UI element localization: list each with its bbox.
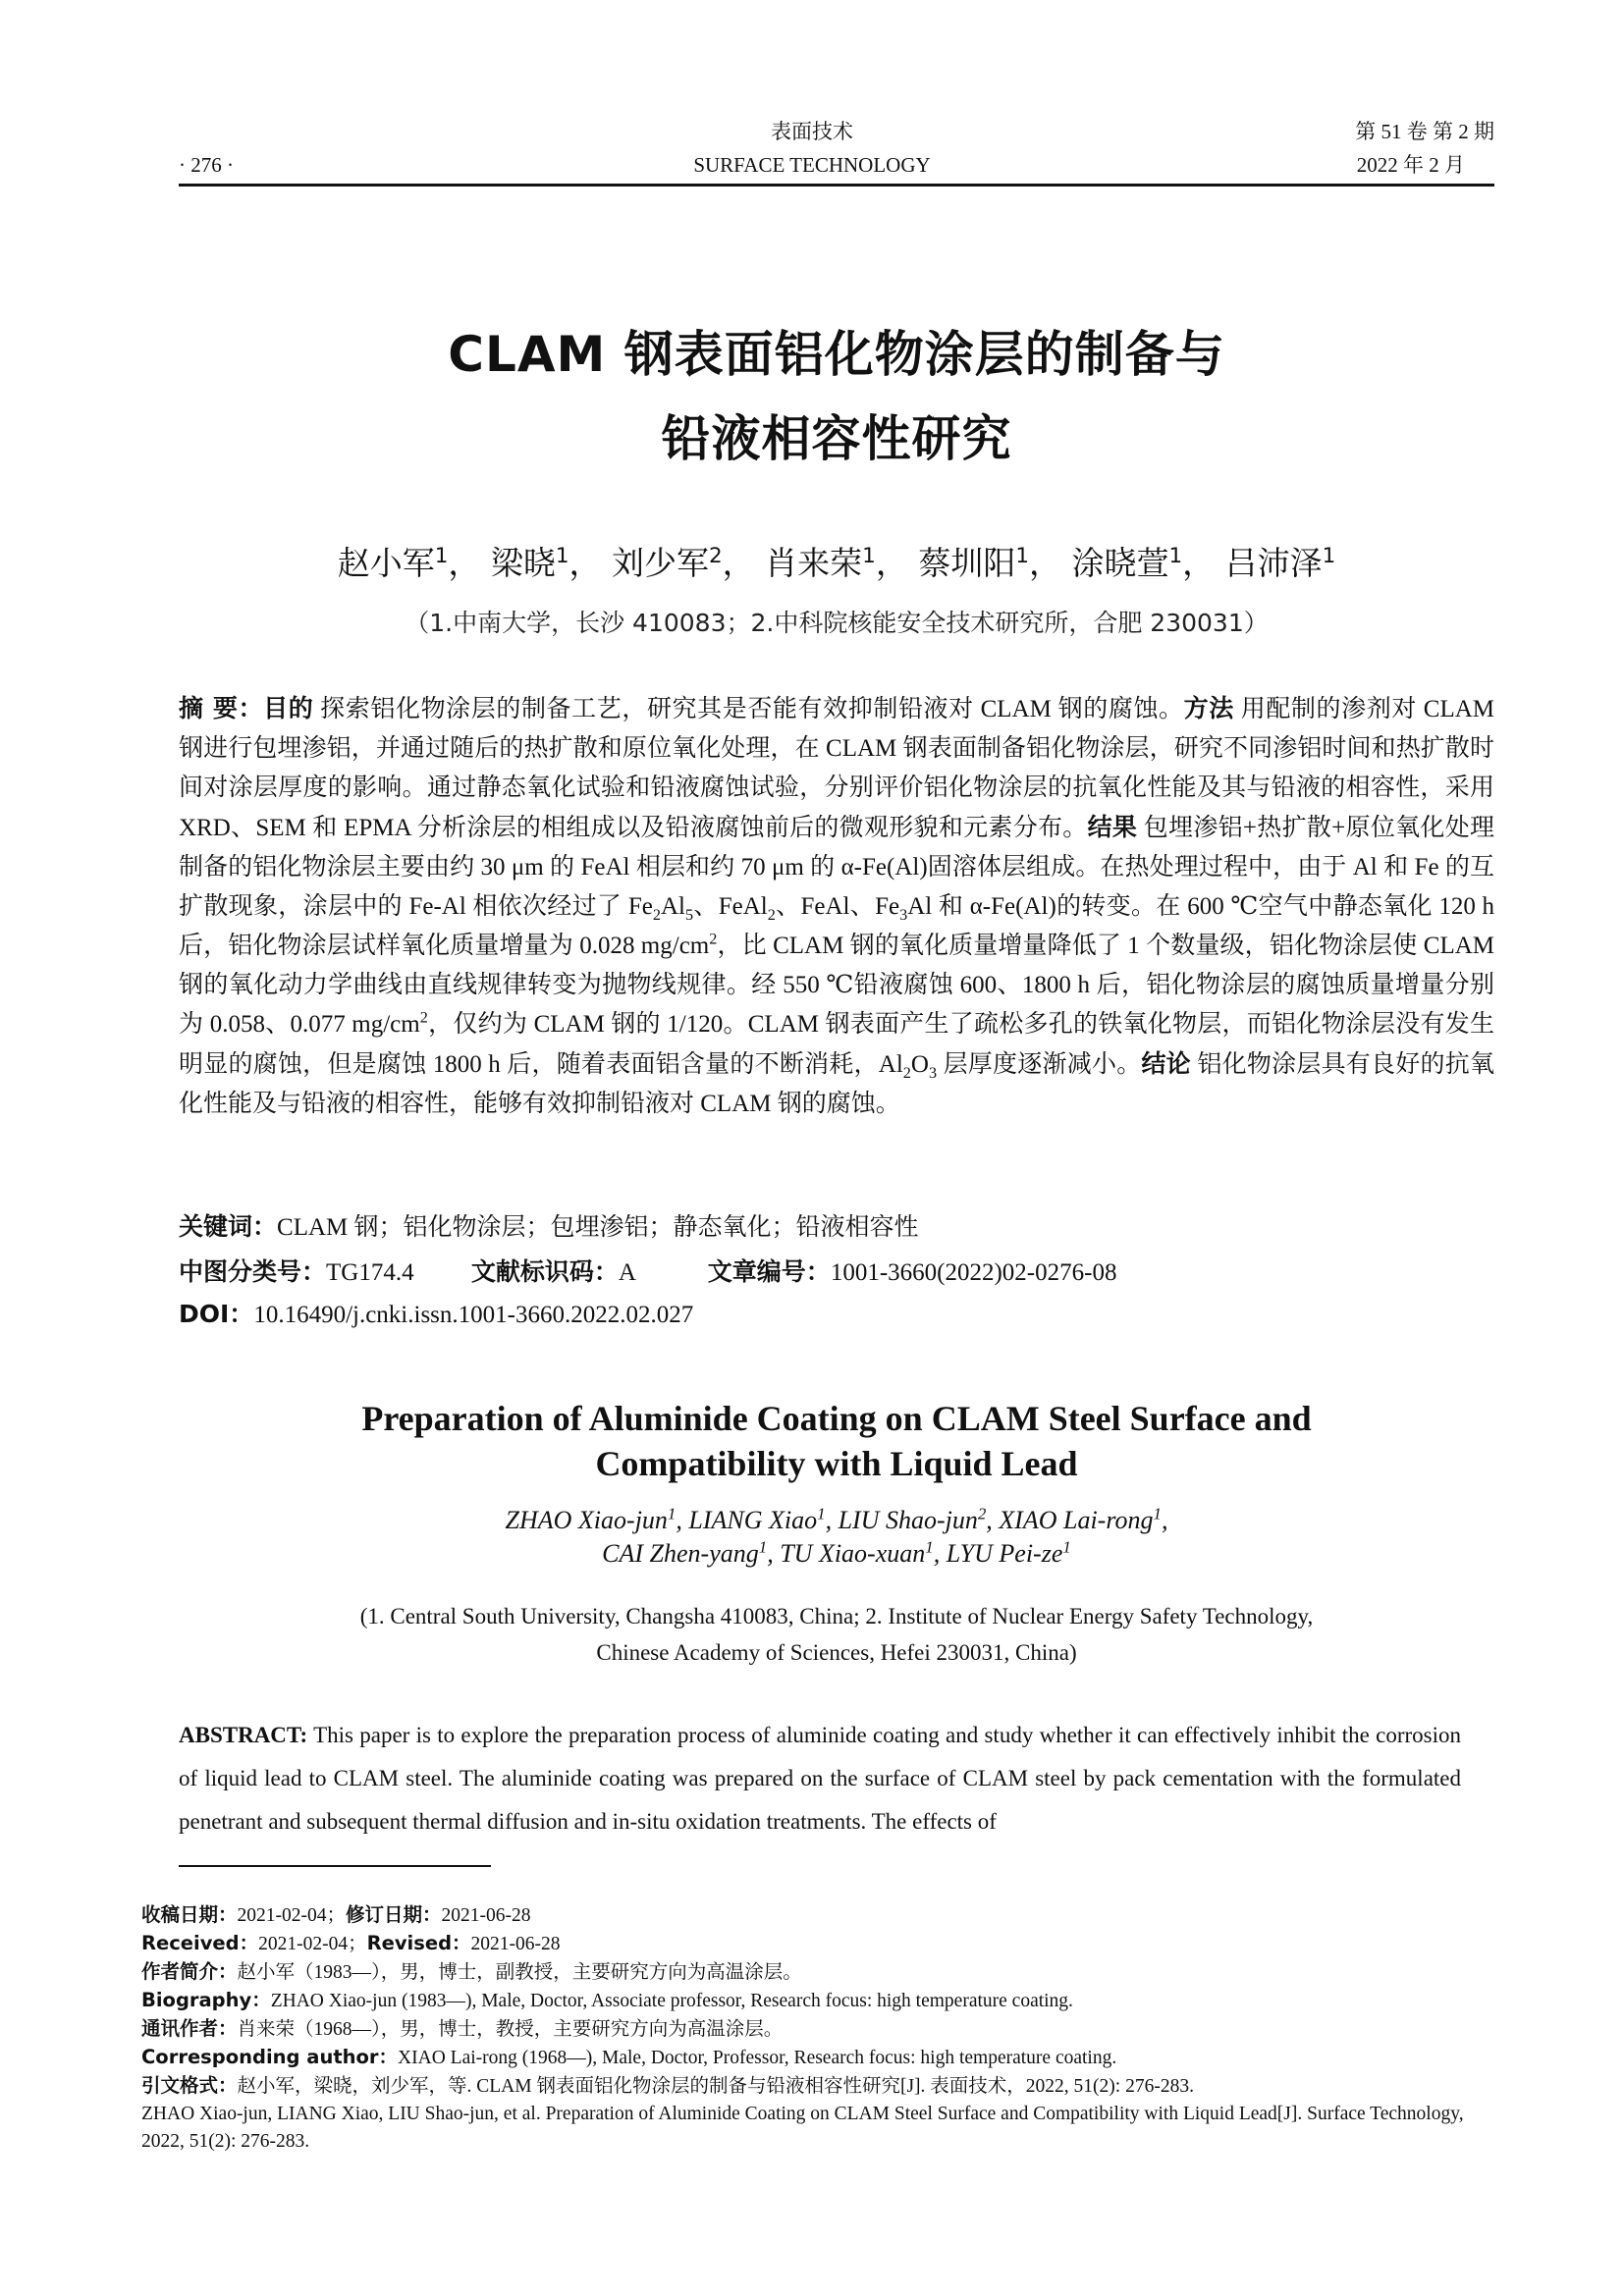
doc-code-label: 文献标识码：	[470, 1257, 619, 1286]
title-en-line1: Preparation of Aluminide Coating on CLAM Steel Surface and	[361, 1399, 1312, 1438]
doi-value[interactable]: 10.16490/j.cnki.issn.1001-3660.2022.02.027	[253, 1302, 694, 1328]
abstract-cn	[179, 689, 1494, 1124]
author-cn: 吕沛泽	[1224, 544, 1323, 582]
aff-mark: 1	[1015, 544, 1029, 568]
title-en	[179, 1396, 1494, 1486]
keywords-label: 关键词：	[179, 1212, 278, 1241]
issue-date: 2022 年 2 月	[1356, 153, 1465, 177]
affiliation-en: (1. Central South University, Changsha 410083, China; 2. Institute of Nuclear Energy Safety Technology, Chinese Academy of Sciences, Hefei 230031, China)	[359, 1604, 1314, 1665]
article-no-label: 文章编号：	[707, 1257, 831, 1286]
corresponding-cn: 通讯作者：肖来荣（1968—），男，博士，教授，主要研究方向为高温涂层。	[141, 2017, 784, 2040]
clc-label: 中图分类号：	[179, 1257, 327, 1286]
title-en-line2: Compatibility with Liquid Lead	[595, 1444, 1078, 1483]
footnotes	[141, 1901, 1506, 2156]
aff-mark: 1	[862, 544, 876, 568]
author-cn: 肖来荣	[765, 544, 863, 582]
purpose-text: 探索铝化物涂层的制备工艺，研究其是否能有效抑制铅液对 CLAM 钢的腐蚀。	[320, 696, 1184, 722]
corresponding-en: Corresponding author：XIAO Lai-rong (1968—), Male, Doctor, Professor, Research focus: high temperature coating.	[141, 2046, 1117, 2068]
aff-mark: 1	[1322, 544, 1336, 568]
title-cn-line2: 铅液相容性研究	[661, 410, 1012, 467]
page-number: · 276 ·	[179, 153, 234, 177]
author-cn: 梁晓	[490, 544, 556, 582]
conclusion-label: 结论	[1141, 1049, 1191, 1078]
keywords	[179, 1207, 1494, 1248]
citation-en: ZHAO Xiao-jun, LIANG Xiao, LIU Shao-jun, et al. Preparation of Aluminide Coating on CLAM Steel Surface and Compatibility with Liquid Lead[J]. Surface Technology, 2022, 51(2): 276-283.	[141, 2104, 1464, 2152]
header-rule	[179, 184, 1494, 187]
footnote-rule	[179, 1865, 491, 1867]
abstract-cn-label: 摘 要：	[179, 694, 264, 722]
authors-cn: 赵小军$^1$， 梁晓$^1$， 刘少军$^2$， 肖来荣$^1$， 蔡圳阳$^1$， 涂晓萱$^1$， 吕沛泽$^1$	[337, 544, 1336, 582]
aff-mark: 1	[555, 544, 569, 568]
received-en: Received：2021-02-04；Revised：2021-06-28	[141, 1932, 561, 1954]
author-cn: 刘少军	[612, 544, 710, 582]
biography-en: Biography：ZHAO Xiao-jun (1983—), Male, Doctor, Associate professor, Research focus: high temperature coating.	[141, 1989, 1073, 2011]
doi-label: DOI：	[179, 1300, 254, 1328]
biography-cn: 作者简介：赵小军（1983—），男，博士，副教授，主要研究方向为高温涂层。	[141, 1960, 802, 1983]
result-text: 包埋渗铝+热扩散+原位氧化处理制备的铝化物涂层主要由约 30 μm 的 FeAl 相层和约 70 μm 的 α-Fe(Al)固溶体层组成。在热处理过程中，由于 Al 和 Fe 的互扩散现象，涂层中的 Fe-Al 相依次经过了 $Fe_2Al_5$、FeAl$_2$、FeAl、$Fe_3Al$ 和 α-Fe(Al)的转变。在 600 ℃空气中静态氧化 120 h 后，铝化物涂层试样氧化质量增量为 0.028 $mg/cm^2$，比 CLAM 钢的氧化质量增量降低了 1 个数量级，铝化物涂层使 CLAM 钢的氧化动力学曲线由直线规律转变为抛物线规律。经 550 ℃铅液腐蚀 600、1800 h 后，铝化物涂层的腐蚀质量增量分别为 0.058、0.077 $mg/cm^2$，仅约为 CLAM 钢的 1/120。CLAM 钢表面产生了疏松多孔的铁氧化物层，而铝化物涂层没有发生明显的腐蚀，但是腐蚀 1800 h 后，随着表面铝含量的不断消耗，$Al_2O_3$ 层厚度逐渐减小。	[179, 815, 1495, 1082]
keywords-value: CLAM 钢；铝化物涂层；包埋渗铝；静态氧化；铅液相容性	[277, 1214, 919, 1241]
aff-mark: 1	[434, 544, 449, 568]
authors-en	[179, 1504, 1494, 1571]
purpose-label: 目的	[263, 694, 314, 722]
citation-cn: 引文格式：赵小军，梁晓，刘少军，等. CLAM 钢表面铝化物涂层的制备与铅液相容性研究[J]. 表面技术，2022, 51(2): 276-283.	[141, 2074, 1194, 2097]
author-cn: 涂晓萱	[1071, 544, 1169, 582]
clc-value: TG174.4	[326, 1259, 414, 1286]
author-cn: 蔡圳阳	[918, 544, 1016, 582]
abstract-en-label: ABSTRACT:	[179, 1723, 308, 1747]
abstract-en-text: This paper is to explore the preparation process of aluminide coating and study whether it can effectively inhibit the corrosion of liquid lead to CLAM steel. The aluminide coating was prepared on the surface of CLAM steel by pack cementation with the formulated penetrant and subsequent thermal diffusion and in-situ oxidation treatments. The effects of	[179, 1723, 1461, 1834]
classification	[179, 1253, 1494, 1293]
authors-en-line1: ZHAO Xiao-jun$^1$, LIANG Xiao$^1$, LIU Shao-jun$^2$, XIAO Lai-rong$^1$,	[505, 1504, 1168, 1534]
journal-name-en: SURFACE TECHNOLOGY	[693, 153, 931, 177]
received-cn: 收稿日期：2021-02-04；修订日期：2021-06-28	[141, 1903, 531, 1926]
abstract-en	[179, 1714, 1461, 1843]
aff-mark: 2	[709, 544, 723, 568]
affiliation-cn: （1.中南大学，长沙 410083；2.中科院核能安全技术研究所，合肥 230031）	[405, 609, 1269, 637]
article-no-value: 1001-3660(2022)02-0276-08	[830, 1259, 1117, 1286]
result-label: 结果	[1087, 813, 1138, 841]
method-label: 方法	[1183, 694, 1234, 722]
author-cn: 赵小军	[337, 544, 435, 582]
title-cn-line1: CLAM 钢表面铝化物涂层的制备与	[448, 326, 1225, 383]
title-cn	[179, 312, 1494, 481]
doi	[179, 1295, 1494, 1335]
method-text: 用配制的渗剂对 CLAM 钢进行包埋渗铝，并通过随后的热扩散和原位氧化处理，在 CLAM 钢表面制备铝化物涂层，研究不同渗铝时间和热扩散时间对涂层厚度的影响。通过静态氧化试验和铅液腐蚀试验，分别评价铝化物涂层的抗氧化性能及其与铅液的相容性，采用 XRD、SEM 和 EPMA 分析涂层的相组成以及铅液腐蚀前后的微观形貌和元素分布。	[179, 696, 1495, 841]
aff-mark: 1	[1168, 544, 1183, 568]
volume-issue: 第 51 卷 第 2 期	[1355, 120, 1494, 143]
doc-code-value: A	[618, 1259, 635, 1286]
conclusion-text: 铝化物涂层具有良好的抗氧化性能及与铅液的相容性，能够有效抑制铅液对 CLAM 钢的腐蚀。	[179, 1051, 1494, 1117]
authors-en-line2: CAI Zhen-yang$^1$, TU Xiao-xuan$^1$, LYU Pei-$ze^1$	[602, 1537, 1071, 1568]
journal-name-cn: 表面技术	[771, 120, 853, 143]
